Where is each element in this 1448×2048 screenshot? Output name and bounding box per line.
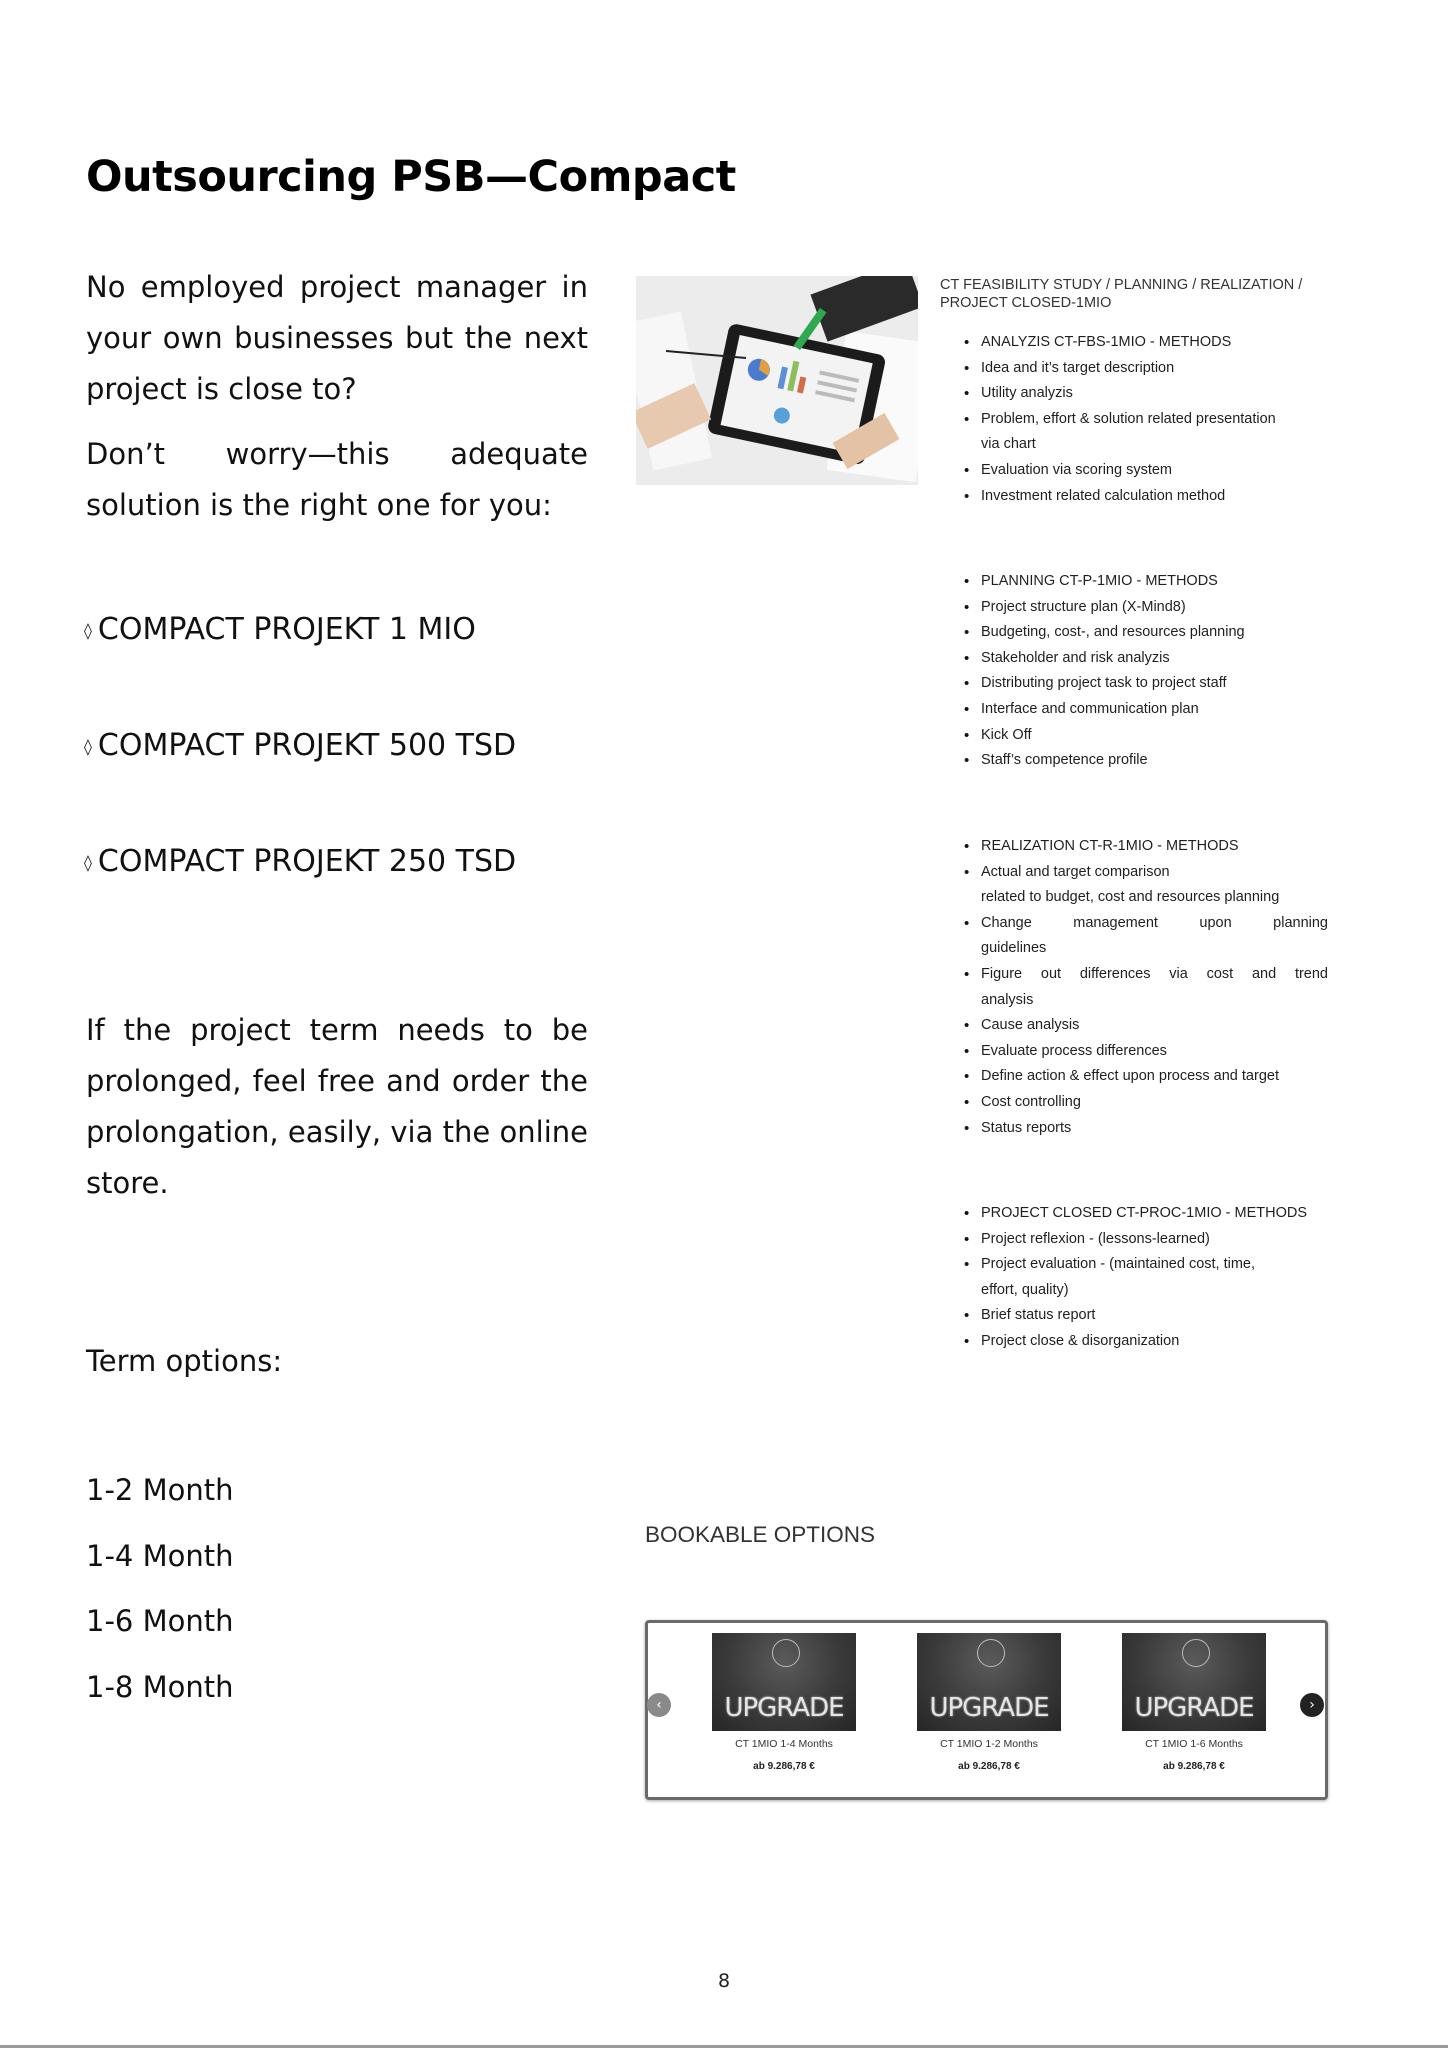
- list-item: • Stakeholder and risk analyzis: [964, 646, 1328, 672]
- term-option: 1-4 Month: [86, 1538, 234, 1573]
- list-item: • Problem, effort & solution related presentation: [964, 407, 1328, 433]
- list-item: • Kick Off: [964, 723, 1328, 749]
- list-item: related to budget, cost and resources planning: [981, 889, 1280, 906]
- list-item: • Project close & disorganization: [964, 1329, 1328, 1355]
- list-item: • Staff’s competence profile: [964, 748, 1328, 774]
- planning-methods-list: [964, 569, 1328, 774]
- list-item: • Investment related calculation method: [964, 484, 1328, 510]
- list-item: • Project reflexion - (lessons-learned): [964, 1227, 1328, 1253]
- product-price: ab 9.286,78 €: [958, 1761, 1020, 1772]
- intro-text: [86, 262, 588, 531]
- list-item: • Budgeting, cost-, and resources planning: [964, 620, 1328, 646]
- package-label: COMPACT PROJEKT 250 TSD: [97, 844, 517, 879]
- product-name[interactable]: CT 1MIO 1-4 Months: [735, 1738, 833, 1750]
- list-item: • Utility analyzis: [964, 381, 1328, 407]
- realization-methods-list: [964, 834, 1328, 1141]
- list-item: • Interface and communication plan: [964, 697, 1328, 723]
- package-item-1mio: [84, 612, 476, 647]
- product-name[interactable]: CT 1MIO 1-2 Months: [940, 1738, 1038, 1750]
- details-header: CT FEASIBILITY STUDY / PLANNING / REALIZATION / PROJECT CLOSED-1MIO: [940, 277, 1303, 311]
- bookable-options-carousel: [645, 1620, 1328, 1800]
- product-card[interactable]: [712, 1633, 856, 1772]
- page-number: 8: [717, 1970, 731, 1992]
- page-title: Outsourcing PSB—Compact: [86, 152, 736, 202]
- list-item: • Cost controlling: [964, 1090, 1328, 1116]
- list-item: • Cause analysis: [964, 1013, 1328, 1039]
- package-label: COMPACT PROJEKT 1 MIO: [97, 612, 476, 647]
- list-item: • Figure out differences via cost and trend: [964, 962, 1328, 988]
- list-item: • Project structure plan (X-Mind8): [964, 595, 1328, 621]
- chevron-left-icon[interactable]: ‹: [647, 1693, 671, 1717]
- product-card[interactable]: [917, 1633, 1061, 1772]
- list-item: • Actual and target comparison: [964, 860, 1328, 886]
- tablet-photo: [636, 276, 918, 485]
- intro-paragraph-2: Don’t worry—this adequate solution is the right one for you:: [86, 437, 588, 522]
- closing-methods-list: [964, 1201, 1328, 1355]
- diamond-icon: ◊: [84, 621, 92, 640]
- term-option: 1-6 Month: [86, 1604, 234, 1638]
- list-item: • Evaluation via scoring system: [964, 458, 1328, 484]
- chevron-right-icon[interactable]: ›: [1300, 1693, 1324, 1717]
- product-price: ab 9.286,78 €: [1163, 1761, 1225, 1772]
- product-name[interactable]: CT 1MIO 1-6 Months: [1145, 1738, 1243, 1750]
- tablet-photo-illustration: [636, 276, 918, 485]
- list-item: • Distributing project task to project staff: [964, 671, 1328, 697]
- clock-icon: [772, 1639, 800, 1667]
- list-item: • PLANNING CT-P-1MIO - METHODS: [964, 569, 1328, 595]
- list-item: via chart: [981, 436, 1036, 453]
- list-item: • PROJECT CLOSED CT-PROC-1MIO - METHODS: [964, 1201, 1328, 1227]
- diamond-icon: ◊: [84, 737, 92, 756]
- upgrade-image[interactable]: UPGRADE: [917, 1633, 1061, 1731]
- clock-icon: [977, 1639, 1005, 1667]
- clock-icon: [1182, 1639, 1210, 1667]
- intro-paragraph-1: No employed project manager in your own businesses but the next project is close to?: [86, 270, 588, 406]
- product-price: ab 9.286,78 €: [753, 1761, 815, 1772]
- prolongation-text: If the project term needs to be prolonged, feel free and order the prolongation, easily, via the online store.: [86, 1013, 588, 1200]
- list-item: analysis: [981, 991, 1034, 1008]
- analysis-methods-list: [964, 330, 1328, 509]
- term-options-list: [86, 1458, 233, 1720]
- list-item: • Change management upon planning: [964, 911, 1328, 937]
- list-item: • Brief status report: [964, 1303, 1328, 1329]
- package-item-500tsd: [84, 728, 516, 763]
- bookable-options-heading: BOOKABLE OPTIONS: [645, 1522, 876, 1547]
- list-item: • Idea and it’s target description: [964, 356, 1328, 382]
- upgrade-image[interactable]: UPGRADE: [712, 1633, 856, 1731]
- product-card[interactable]: [1122, 1633, 1266, 1772]
- term-option: 1-8 Month: [86, 1669, 234, 1704]
- list-item: • REALIZATION CT-R-1MIO - METHODS: [964, 834, 1328, 860]
- method-details: [940, 276, 1328, 1349]
- list-item: • Define action & effect upon process and target: [964, 1064, 1328, 1090]
- package-item-250tsd: [84, 844, 516, 879]
- package-label: COMPACT PROJEKT 500 TSD: [97, 728, 517, 763]
- upgrade-image[interactable]: UPGRADE: [1122, 1633, 1266, 1731]
- term-option: 1-2 Month: [86, 1473, 234, 1507]
- diamond-icon: ◊: [84, 853, 92, 872]
- list-item: • Project evaluation - (maintained cost, time,: [964, 1252, 1328, 1278]
- list-item: effort, quality): [981, 1281, 1069, 1298]
- list-item: guidelines: [981, 940, 1047, 957]
- term-options-label: Term options:: [86, 1344, 283, 1378]
- list-item: • Evaluate process differences: [964, 1039, 1328, 1065]
- list-item: • Status reports: [964, 1116, 1328, 1142]
- list-item: • ANALYZIS CT-FBS-1MIO - METHODS: [964, 330, 1328, 356]
